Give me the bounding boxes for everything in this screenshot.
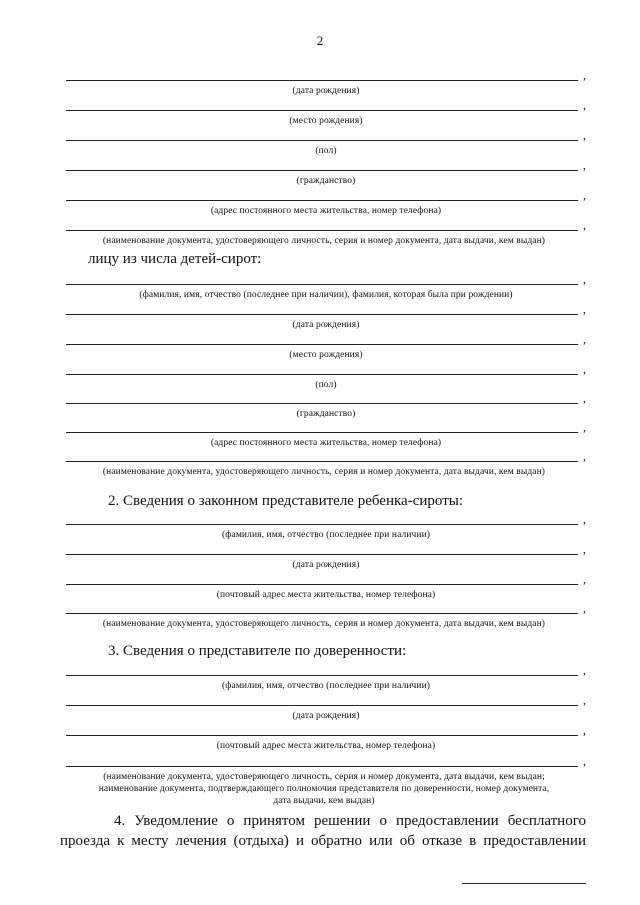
fill-line: [66, 432, 578, 433]
paragraph-line: проезда к месту лечения (отдыха) и обратно или об отказе в предоставлении: [60, 833, 586, 849]
field-caption: (фамилия, имя, отчество (последнее при наличии): [221, 530, 431, 540]
field-caption: (пол): [315, 146, 337, 156]
comma: ,: [583, 723, 586, 737]
comma: ,: [583, 663, 586, 677]
section-4-paragraph: [60, 811, 586, 851]
caption-line: наименование документа, подтверждающего полномочия представителя по доверенности, номер документа,: [98, 784, 550, 794]
fill-line: [66, 170, 578, 171]
field-caption: (дата рождения): [292, 711, 360, 721]
field-caption: (место рождения): [289, 116, 363, 126]
field-caption: (адрес постоянного места жительства, номер телефона): [210, 438, 442, 448]
fill-line: [66, 140, 578, 141]
footer-rule: [462, 883, 586, 884]
comma: ,: [583, 218, 586, 232]
comma: ,: [583, 68, 586, 82]
fill-line: [66, 613, 578, 614]
fill-line: [66, 344, 578, 345]
comma: ,: [583, 332, 586, 346]
fill-line: [66, 461, 578, 462]
comma: ,: [583, 449, 586, 463]
page-number: 2: [316, 33, 324, 48]
field-caption: (наименование документа, удостоверяющего личность, серия и номер документа, дата выдачи, кем выдан): [102, 467, 546, 477]
field-caption: (фамилия, имя, отчество (последнее при наличии), фамилия, которая была при рождении): [139, 290, 513, 300]
comma: ,: [583, 572, 586, 586]
field-caption: (дата рождения): [292, 86, 360, 96]
fill-line: [66, 675, 578, 676]
fill-line: [66, 374, 578, 375]
orphan-heading: лицу из числа детей-сирот:: [88, 251, 262, 267]
field-caption: (наименование документа, удостоверяющего личность, серия и номер документа, дата выдачи, кем выдан): [102, 619, 546, 629]
field-caption: (дата рождения): [292, 320, 360, 330]
field-caption: (пол): [315, 380, 337, 390]
fill-line: [66, 200, 578, 201]
comma: ,: [583, 391, 586, 405]
paragraph-line: 4. Уведомление о принятом решении о предоставлении бесплатного: [114, 813, 586, 829]
comma: ,: [583, 542, 586, 556]
comma: ,: [583, 362, 586, 376]
comma: ,: [583, 601, 586, 615]
fill-line: [66, 230, 578, 231]
comma: ,: [583, 420, 586, 434]
field-caption: (фамилия, имя, отчество (последнее при наличии): [221, 681, 431, 691]
fill-line: [66, 524, 578, 525]
field-caption: (почтовый адрес места жительства, номер телефона): [216, 741, 436, 751]
fill-line: [66, 110, 578, 111]
fill-line: [66, 584, 578, 585]
caption-line: дата выдачи, кем выдан): [273, 796, 375, 806]
comma: ,: [583, 158, 586, 172]
comma: ,: [583, 272, 586, 286]
field-caption: (гражданство): [296, 176, 356, 186]
field-caption: (место рождения): [289, 350, 363, 360]
comma: ,: [583, 188, 586, 202]
comma: ,: [583, 693, 586, 707]
fill-line: [66, 314, 578, 315]
fill-line: [66, 766, 578, 767]
field-caption: [54, 771, 594, 807]
field-caption: (гражданство): [296, 409, 356, 419]
field-caption: (почтовый адрес места жительства, номер телефона): [216, 590, 436, 600]
comma: ,: [583, 98, 586, 112]
fill-line: [66, 554, 578, 555]
fill-line: [66, 705, 578, 706]
fill-line: [66, 403, 578, 404]
comma: ,: [583, 512, 586, 526]
field-caption: (адрес постоянного места жительства, номер телефона): [210, 206, 442, 216]
fill-line: [66, 735, 578, 736]
caption-line: (наименование документа, удостоверяющего личность, серия и номер документа, дата выдачи, кем выдан;: [103, 772, 545, 782]
field-caption: (дата рождения): [292, 560, 360, 570]
section-3-heading: 3. Сведения о представителе по доверенности:: [108, 643, 407, 659]
fill-line: [66, 284, 578, 285]
comma: ,: [583, 128, 586, 142]
section-2-heading: 2. Сведения о законном представителе ребенка-сироты:: [108, 493, 463, 509]
comma: ,: [583, 302, 586, 316]
field-caption: (наименование документа, удостоверяющего личность, серия и номер документа, дата выдачи, кем выдан): [102, 236, 546, 246]
fill-line: [66, 80, 578, 81]
comma: ,: [583, 754, 586, 768]
